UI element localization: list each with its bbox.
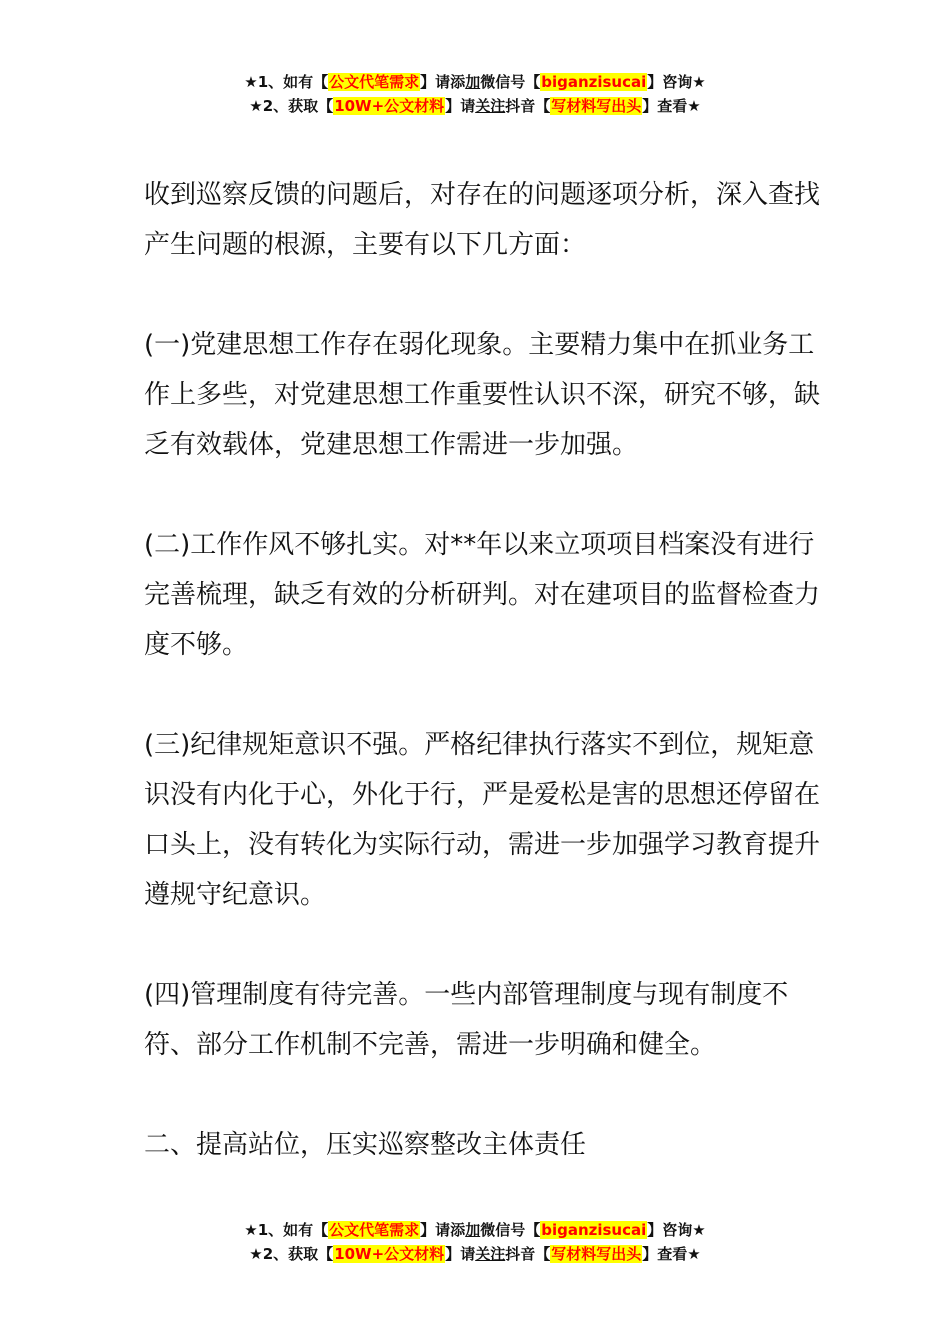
banner-line-1-emphasis: 加	[465, 73, 481, 91]
footer-line-1-suffix: 】咨询★	[647, 1221, 706, 1239]
banner-line-2-suffix: 】查看★	[642, 97, 701, 115]
banner-line-1-mid2: 微信号【	[480, 73, 541, 91]
banner-line-1-highlight-wechat: biganzisucai	[541, 73, 647, 91]
banner-line-1-highlight-service: 公文代笔需求	[329, 73, 420, 91]
banner-line-2-highlight-materials: 10W+公文材料	[334, 97, 445, 115]
banner-line-2-highlight-douyin: 写材料写出头	[551, 97, 642, 115]
banner-line-2-mid: 】请	[445, 97, 476, 115]
footer-line-2-prefix: ★2、获取【	[249, 1245, 334, 1263]
footer-line-2-mid2: 抖音【	[505, 1245, 551, 1263]
footer-line-2-suffix: 】查看★	[642, 1245, 701, 1263]
footer-line-2-emphasis: 关注	[475, 1245, 506, 1263]
footer-banner	[0, 1218, 950, 1266]
paragraph-issue-2: (二)工作作风不够扎实。对**年以来立项项目档案没有进行完善梳理，缺乏有效的分析研判。对在建项目的监督检查力度不够。	[144, 530, 821, 660]
footer-line-2-highlight-materials: 10W+公文材料	[334, 1245, 445, 1263]
footer-line-1-mid2: 微信号【	[480, 1221, 541, 1239]
banner-line-2-emphasis: 关注	[475, 97, 506, 115]
banner-line-2-mid2: 抖音【	[505, 97, 551, 115]
banner-line-1-prefix: ★1、如有【	[244, 73, 329, 91]
paragraph-issue-4: (四)管理制度有待完善。一些内部管理制度与现有制度不符、部分工作机制不完善，需进一步明确和健全。	[144, 980, 789, 1060]
footer-line-2-mid: 】请	[445, 1245, 476, 1263]
footer-banner-line-2	[0, 1242, 950, 1266]
footer-banner-line-1	[0, 1218, 950, 1242]
banner-line-2	[0, 94, 950, 118]
footer-line-1-prefix: ★1、如有【	[244, 1221, 329, 1239]
footer-line-1-mid: 】请添	[420, 1221, 466, 1239]
paragraph-issue-1: (一)党建思想工作存在弱化现象。主要精力集中在抓业务工作上多些，对党建思想工作重要性认识不深，研究不够，缺乏有效载体，党建思想工作需进一步加强。	[144, 330, 821, 460]
paragraph-intro: 收到巡察反馈的问题后，对存在的问题逐项分析，深入查找产生问题的根源，主要有以下几方面：	[144, 180, 821, 260]
banner-line-1-mid: 】请添	[420, 73, 466, 91]
section-heading-2: 二、提高站位，压实巡察整改主体责任	[144, 1130, 587, 1160]
banner-line-1-suffix: 】咨询★	[647, 73, 706, 91]
document-body	[144, 170, 824, 1170]
footer-line-2-highlight-douyin: 写材料写出头	[551, 1245, 642, 1263]
footer-line-1-highlight-wechat: biganzisucai	[541, 1221, 647, 1239]
paragraph-issue-3: (三)纪律规矩意识不强。严格纪律执行落实不到位，规矩意识没有内化于心，外化于行，严是爱松是害的思想还停留在口头上，没有转化为实际行动，需进一步加强学习教育提升遵规守纪意识。	[144, 730, 821, 910]
banner-line-1	[0, 70, 950, 94]
header-banner	[0, 70, 950, 118]
banner-line-2-prefix: ★2、获取【	[249, 97, 334, 115]
footer-line-1-emphasis: 加	[465, 1221, 481, 1239]
footer-line-1-highlight-service: 公文代笔需求	[329, 1221, 420, 1239]
